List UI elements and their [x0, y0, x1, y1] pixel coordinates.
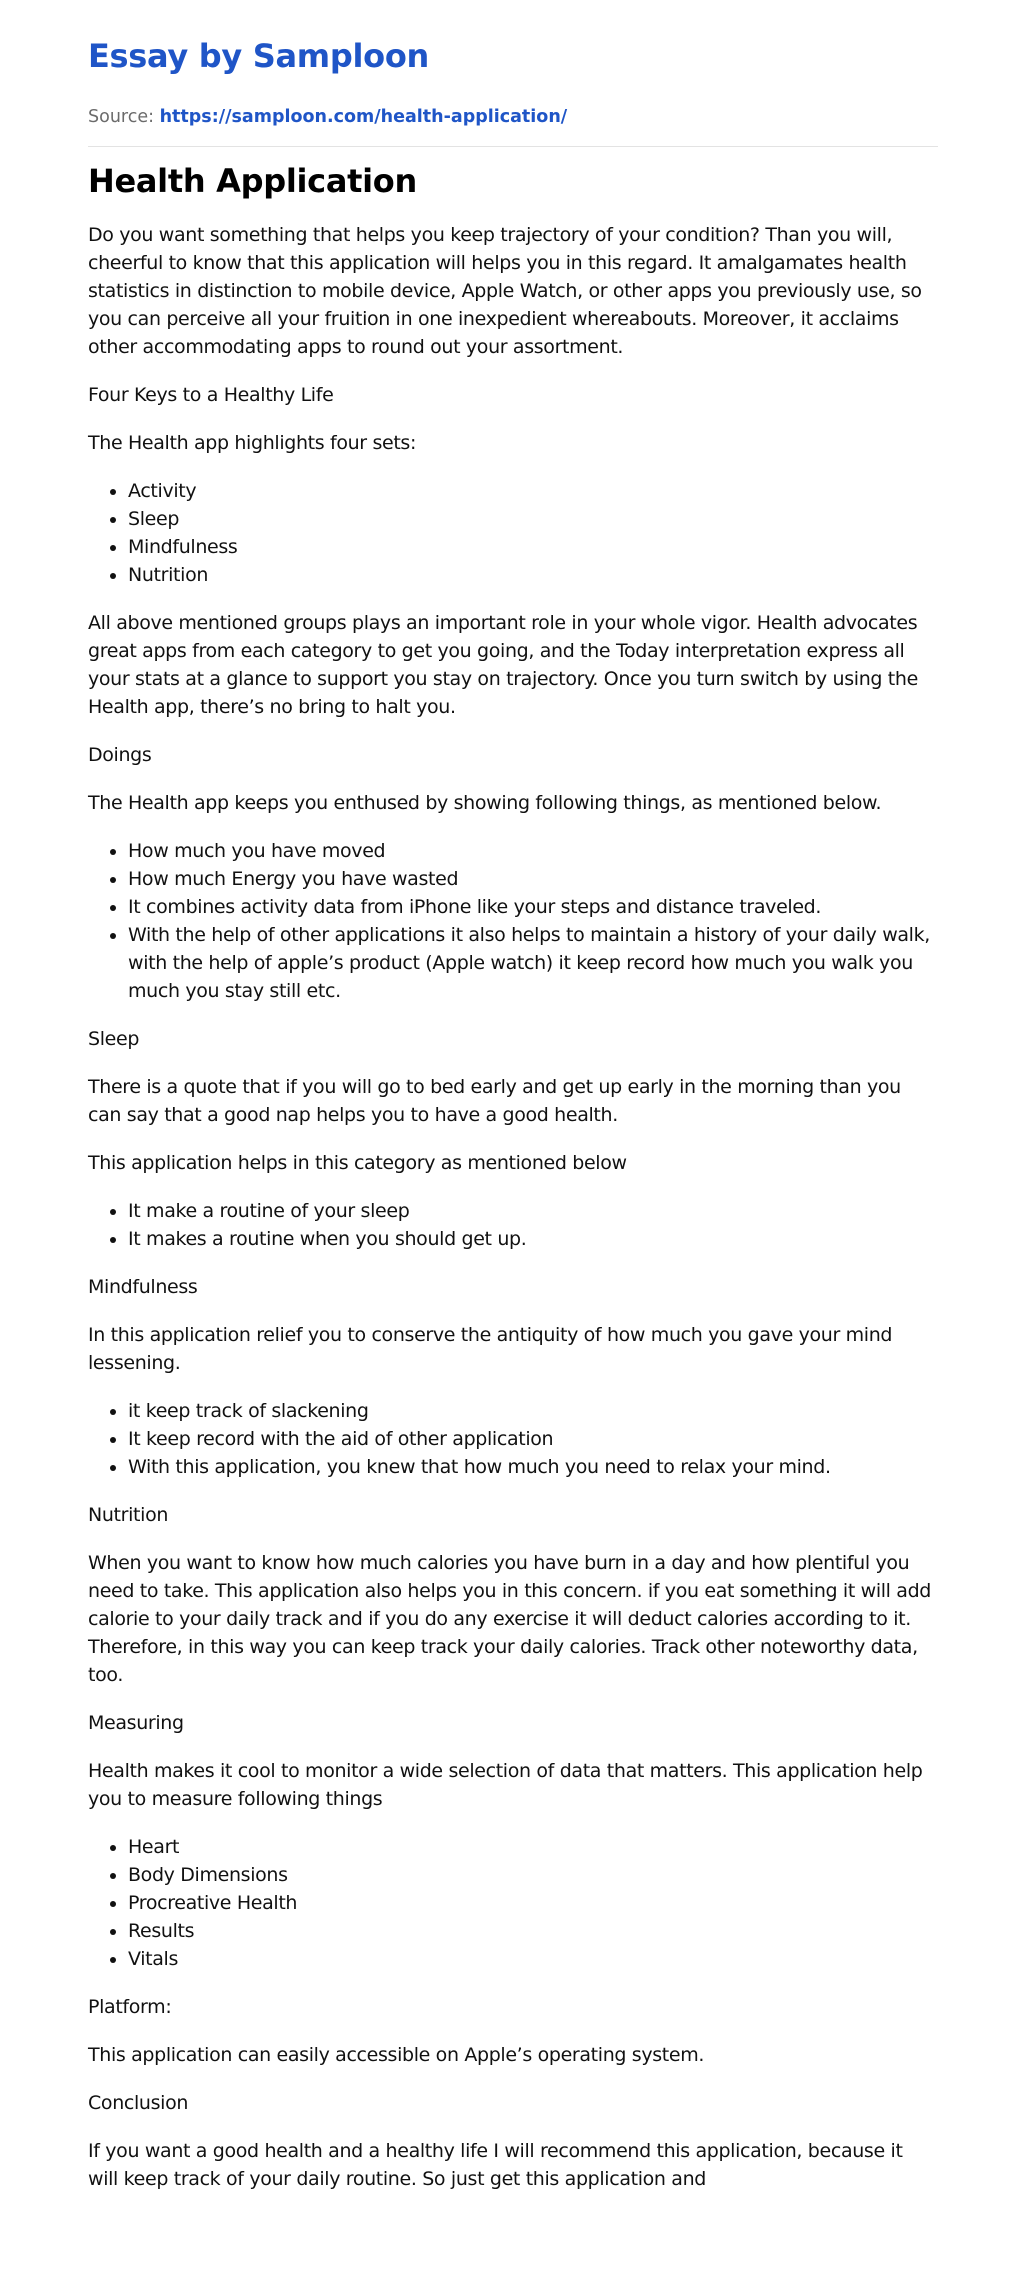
platform-heading: Platform: — [88, 1996, 172, 2018]
list-item: • How much Energy you have wasted — [128, 865, 938, 893]
sleep-lead: This application helps in this category as mentioned below — [88, 1152, 627, 1174]
nutrition-heading: Nutrition — [88, 1504, 169, 1526]
sleep-list — [88, 1197, 938, 1253]
nutrition-text: When you want to know how much calories you have burn in a day and how plentiful you need to take. This application also helps you in this concern. if you eat something it will add calorie to your daily track and if you do any exercise it will deduct calories according to it. Therefore, in this way you can keep track your daily calories. Track other noteworthy data, too. — [88, 1552, 932, 1686]
sleep-text: There is a quote that if you will go to bed early and get up early in the morning than you can say that a good nap helps you to have a good health. — [88, 1076, 901, 1126]
conclusion-text: If you want a good health and a healthy life I will recommend this application, because it will keep track of your daily routine. So just get this application and — [88, 2140, 903, 2190]
conclusion-heading: Conclusion — [88, 2092, 189, 2114]
intro-paragraph: Do you want something that helps you keep trajectory of your condition? Than you will, cheerful to know that this application will helps you in this regard. It amalgamates health statistics in distinction to mobile device, Apple Watch, or other apps you previously use, so you can perceive all your fruition in one inexpedient whereabouts. Moreover, it acclaims other accommodating apps to round out your assortment. — [88, 224, 922, 358]
list-item: • How much you have moved — [128, 837, 938, 865]
list-item: • Vitals — [128, 1945, 938, 1973]
list-item: • It makes a routine when you should get up. — [128, 1225, 938, 1253]
mindfulness-heading: Mindfulness — [88, 1276, 198, 1298]
doings-lead: The Health app keeps you enthused by showing following things, as mentioned below. — [88, 792, 882, 814]
source-label: Source: — [88, 107, 155, 127]
doings-list — [88, 837, 938, 1005]
list-item: • With the help of other applications it also helps to maintain a history of your daily walk, with the help of apple’s product (Apple watch) it keep record how much you walk you much you stay still etc. — [128, 921, 938, 1005]
brand-title: Essay by Samploon — [88, 37, 429, 75]
mindfulness-text: In this application relief you to conserve the antiquity of how much you gave your mind lessening. — [88, 1324, 893, 1374]
header-divider — [88, 146, 938, 147]
keys-heading: Four Keys to a Healthy Life — [88, 384, 334, 406]
sleep-heading: Sleep — [88, 1028, 140, 1050]
list-item: • It make a routine of your sleep — [128, 1197, 938, 1225]
article-title: Health Application — [88, 162, 417, 200]
list-item: • Results — [128, 1917, 938, 1945]
measuring-list — [88, 1833, 938, 1973]
source-link[interactable]: https://samploon.com/health-application/ — [159, 107, 568, 127]
doings-heading: Doings — [88, 744, 152, 766]
keys-summary: All above mentioned groups plays an important role in your whole vigor. Health advocates great apps from each category to get you going, and the Today interpretation express all your stats at a glance to support you stay on trajectory. Once you turn switch by using the Health app, there’s no bring to halt you. — [88, 612, 918, 718]
list-item: • Mindfulness — [128, 533, 938, 561]
list-item: • Body Dimensions — [128, 1861, 938, 1889]
list-item: • Heart — [128, 1833, 938, 1861]
platform-text: This application can easily accessible on Apple’s operating system. — [88, 2044, 705, 2066]
list-item: • Nutrition — [128, 561, 938, 589]
list-item: • With this application, you knew that how much you need to relax your mind. — [128, 1453, 938, 1481]
source-line — [88, 104, 938, 130]
keys-lead: The Health app highlights four sets: — [88, 432, 417, 454]
list-item: • It combines activity data from iPhone like your steps and distance traveled. — [128, 893, 938, 921]
mindfulness-list — [88, 1397, 938, 1481]
list-item: • it keep track of slackening — [128, 1397, 938, 1425]
measuring-lead: Health makes it cool to monitor a wide selection of data that matters. This application help you to measure following things — [88, 1760, 923, 1810]
measuring-heading: Measuring — [88, 1712, 184, 1734]
essay-page — [88, 0, 938, 2193]
list-item: • Activity — [128, 477, 938, 505]
keys-list — [88, 477, 938, 589]
list-item: • Procreative Health — [128, 1889, 938, 1917]
list-item: • Sleep — [128, 505, 938, 533]
list-item: • It keep record with the aid of other application — [128, 1425, 938, 1453]
